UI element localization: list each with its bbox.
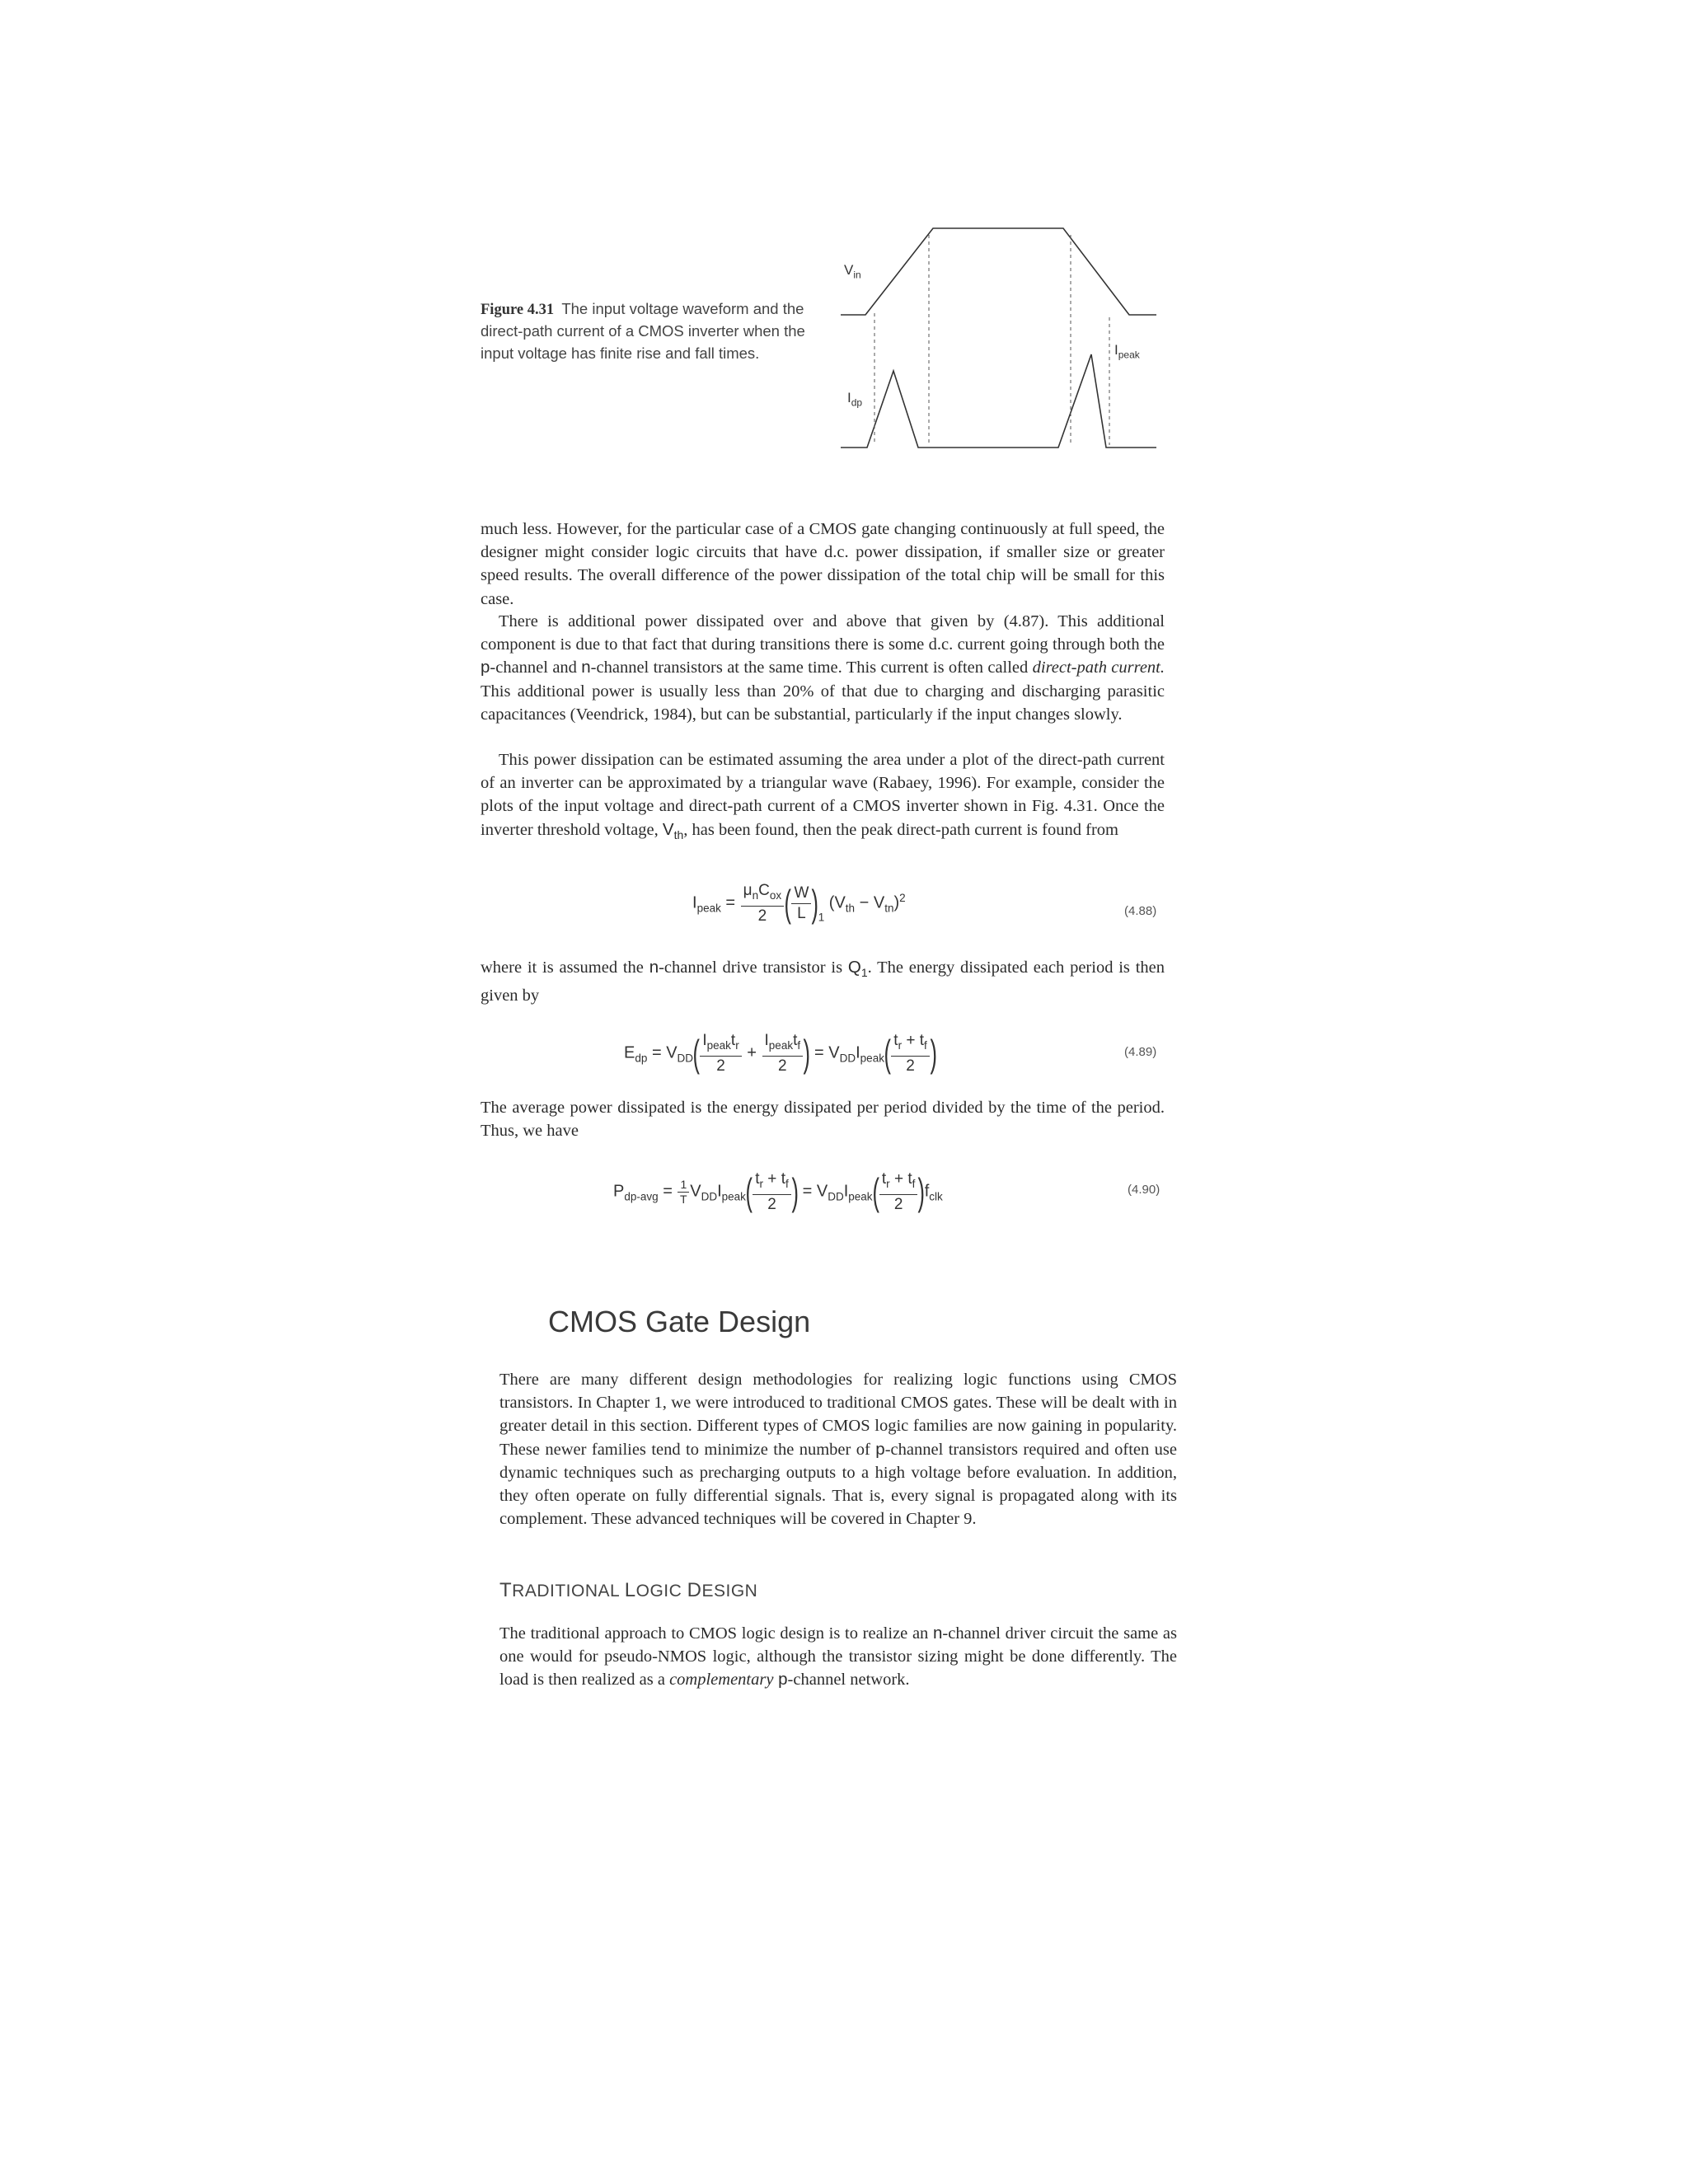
paragraph-5: The average power dissipated is the energy dissipated per period divided by the time of the period. Thus, we have [481, 1099, 1165, 1141]
paragraph-1: much less. However, for the particular case of a CMOS gate changing continuously at full speed, the designer might consider logic circuits that have d.c. power dissipation, if smaller size or greater speed results. The overall difference of the power dissipation of the total chip will be small for this case. [481, 520, 1165, 608]
paragraph-6: There are many different design methodologies for realizing logic functions using CMOS transistors. In Chapter 1, we were introduced to traditional CMOS gates. These will be dealt with in greater detail in this section. Different types of CMOS logic families are now gaining in popularity. These newer families tend to minimize the number of p-channel transistors required and often use dynamic techniques such as precharging outputs to a high voltage before evaluation. In addition, they often operate on fully differential signals. That is, every signal is propagated along with its complement. These advanced techniques will be covered in Chapter 9. [499, 1371, 1178, 1529]
idp-waveform [841, 354, 1156, 448]
subsection-title: TRADITIONAL LOGIC DESIGN [499, 1579, 758, 1601]
equation-number-4-90: (4.90) [1128, 1183, 1160, 1197]
vin-label: $V_{in}$ [844, 262, 861, 281]
figure-caption [481, 298, 827, 365]
equation-number-4-88: (4.88) [1124, 904, 1157, 918]
paragraph-7: The traditional approach to CMOS logic design is to realize an n-channel driver circuit the same as one would for pseudo-NMOS logic, although the transistor sizing might be done differently. The load is then realized as a complementary p-channel network. [499, 1624, 1177, 1690]
figure-caption-text: The input voltage waveform and the direct-path current of a CMOS inverter when the input voltage has finite rise and fall times. [481, 300, 805, 362]
paragraph-4: where it is assumed the n-channel drive transistor is $Q_1$. The energy dissipated each period is then given by [481, 958, 1165, 1005]
vin-waveform [841, 228, 1156, 315]
equation-4-88: $I_{peak}$ = $\frac{\mu_nC_{ox}}{2}$ ( $\frac{W}{L}$ )$_1$ $(V_{th} - V_{tn})^2$ [692, 882, 906, 926]
paragraph-2: There is additional power dissipated over and above that given by (4.87). This additional component is due to that fact that during transitions there is some d.c. current going through both the p-channel and n-channel transistors at the same time. This current is often called direct-path current. This additional power is usually less than 20% of that due to charging and discharging parasitic capacitances (Veendrick, 1984), but can be substantial, particularly if the input changes slowly. [481, 612, 1165, 724]
idp-label: $I_{dp}$ [847, 390, 863, 409]
equation-4-90: $P_{dp-avg}$ = $\frac{1}{T}$ $V_{DD}I_{peak}$( $\frac{t_r + t_f}{2}$ ) = $V_{DD}I_{peak}$( $\frac{t_r + t_f}{2}$ )$f_{clk}$ [613, 1170, 943, 1214]
section-title: CMOS Gate Design [548, 1305, 811, 1338]
figure-4-31 [841, 210, 1162, 466]
equation-4-89: $E_{dp} = V_{DD}$( $\frac{I_{peak}t_r}{2}$ + $\frac{I_{peak}t_f}{2}$ ) = $V_{DD}I_{peak}$( $\frac{t_r + t_f}{2}$ ) [624, 1032, 937, 1076]
equation-number-4-89: (4.89) [1124, 1045, 1157, 1059]
waveform-diagram [841, 210, 1162, 466]
figure-label: Figure 4.31 [481, 302, 555, 318]
ipeak-label: $I_{peak}$ [1114, 342, 1140, 361]
paragraph-3: This power dissipation can be estimated assuming the area under a plot of the direct-path current of an inverter can be approximated by a triangular wave (Rabaey, 1996). For example, consider the plots of the input voltage and direct-path current of a CMOS inverter shown in Fig. 4.31. Once the inverter threshold voltage, $V_{th}$, has been found, then the peak direct-path current is found from [481, 751, 1165, 841]
